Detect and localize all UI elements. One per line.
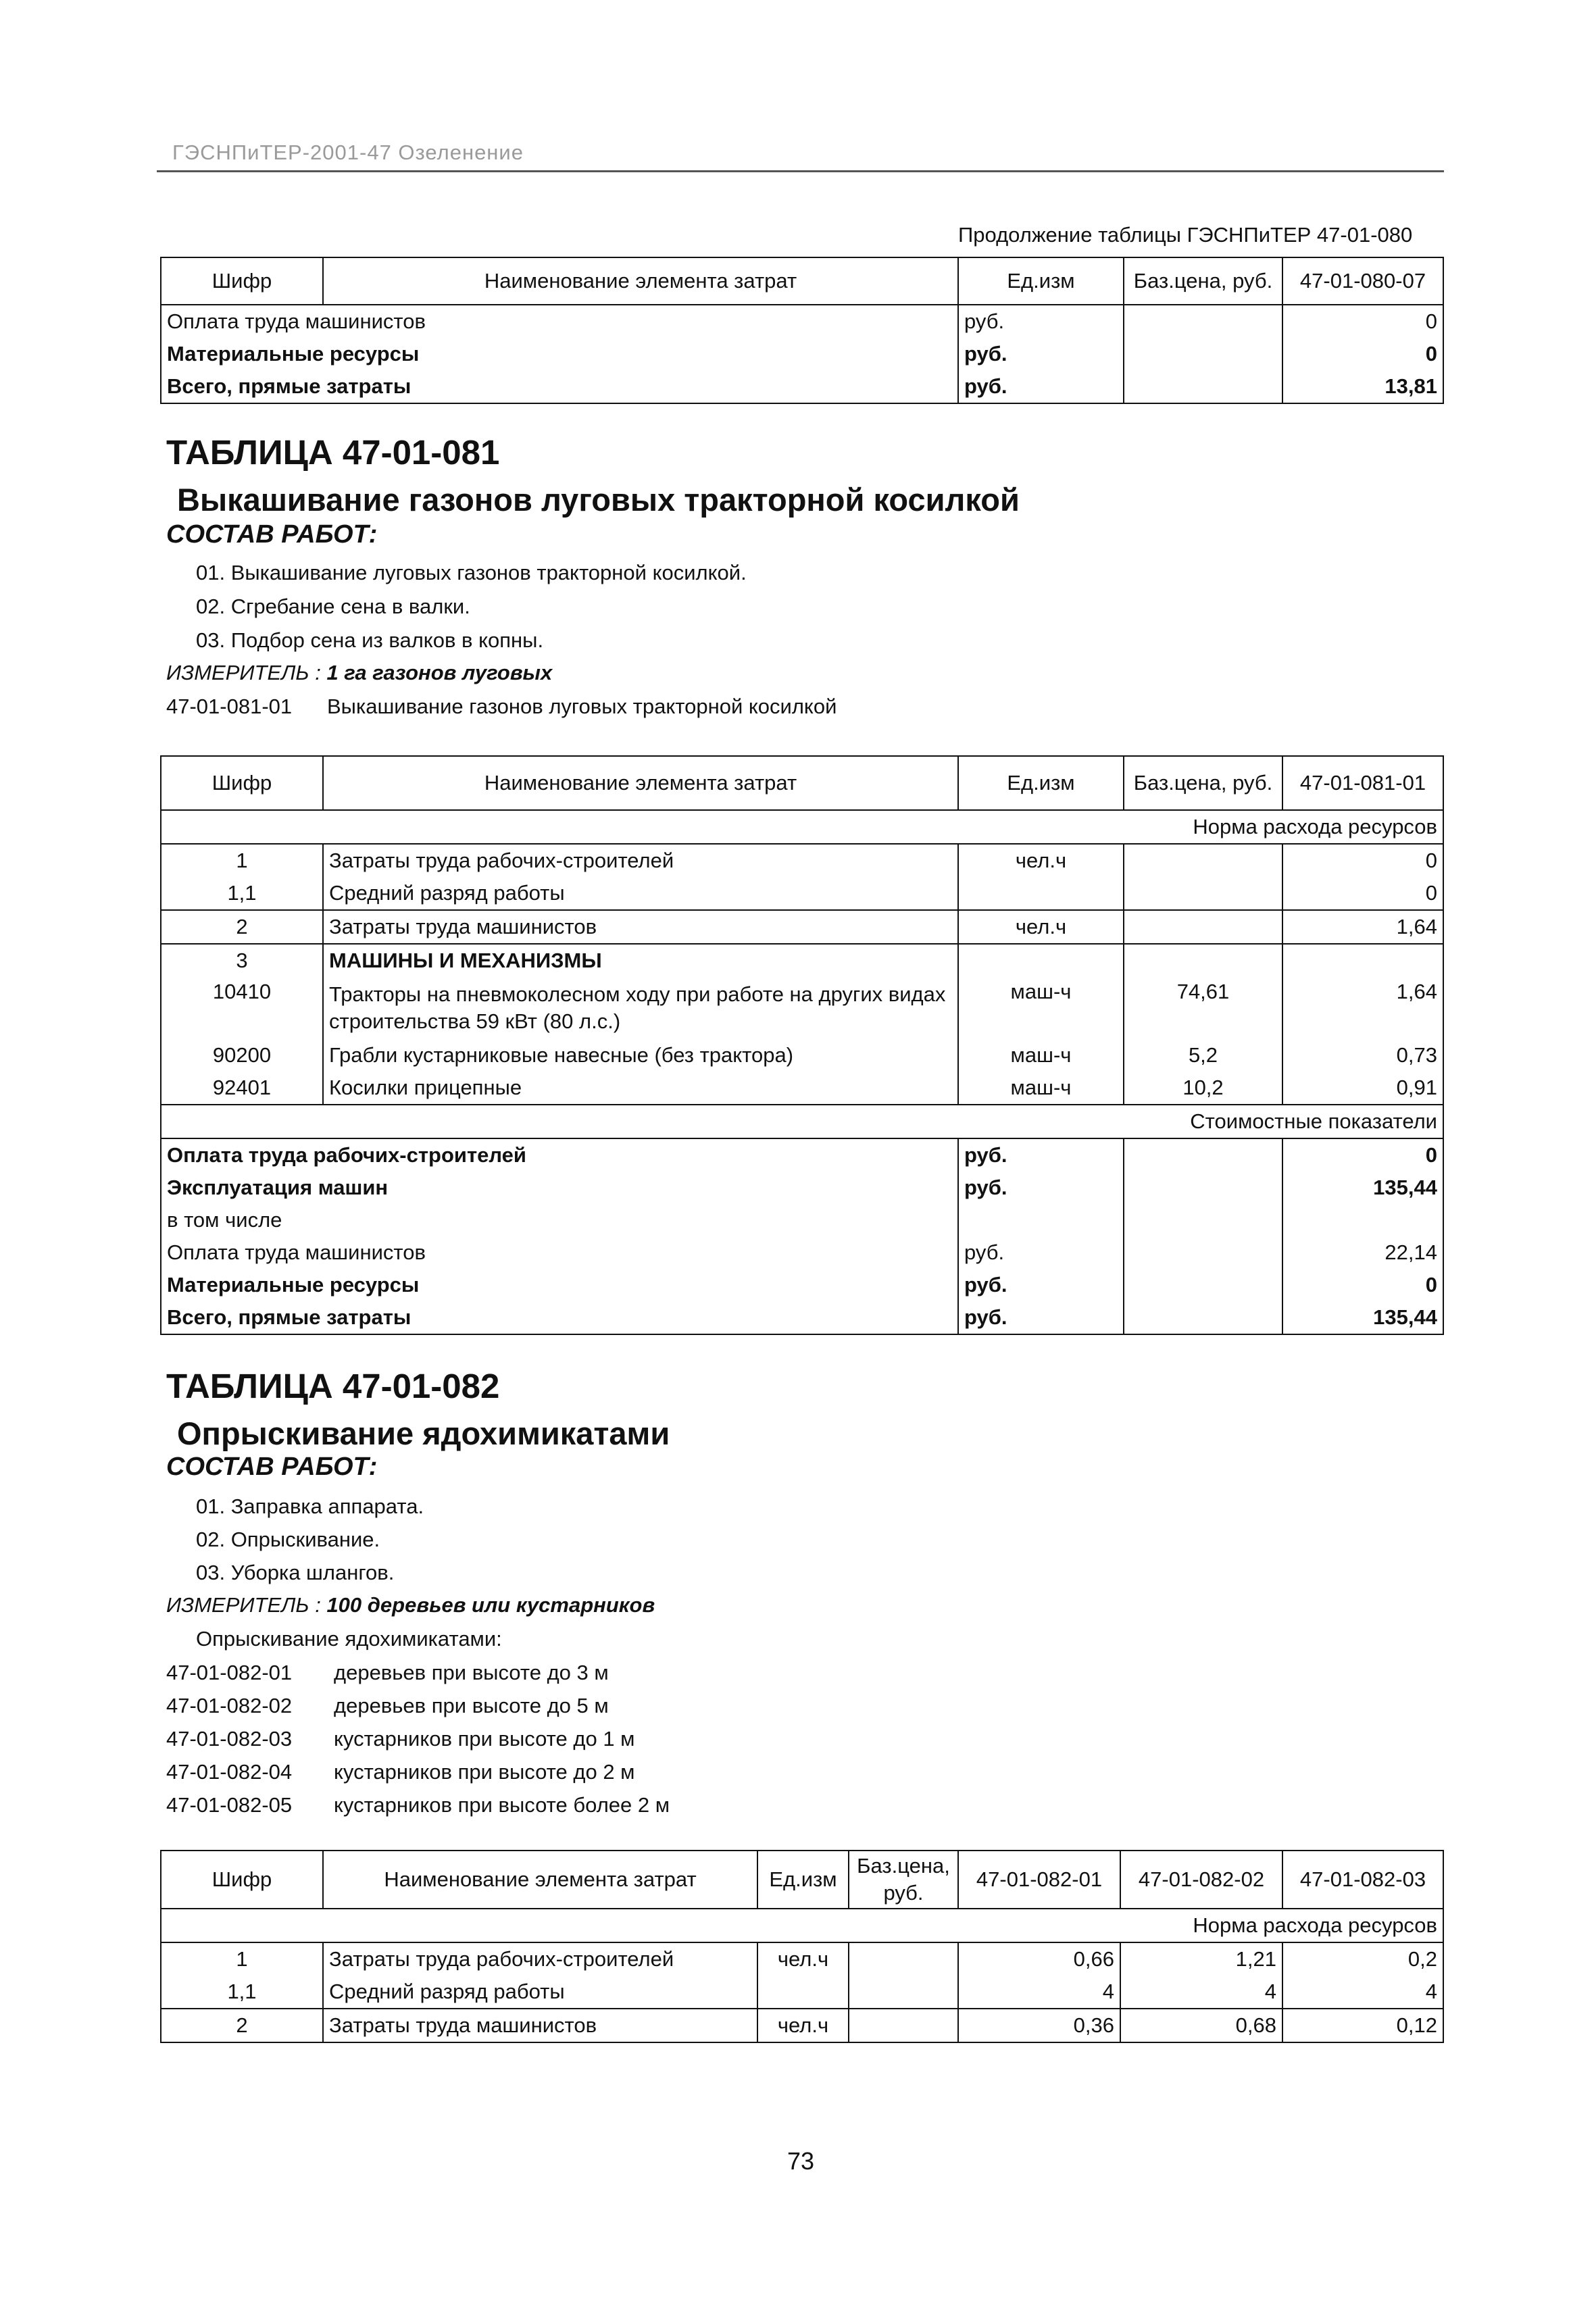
item-code: 47-01-082-04 — [166, 1760, 293, 1784]
row-unit: маш-ч — [958, 1072, 1124, 1105]
cost-name: Эксплуатация машин — [161, 1172, 958, 1204]
row-name: Средний разряд работы — [323, 877, 958, 910]
izmeritel-value: 100 деревьев или кустарников — [326, 1593, 655, 1617]
section-081-sostav: СОСТАВ РАБОТ: — [166, 520, 378, 549]
row-value: 1,64 — [1282, 977, 1443, 1039]
head-col1: 47-01-082-01 — [958, 1851, 1120, 1909]
table-row — [161, 1072, 1443, 1105]
work-item: 02. Сгребание сена в валки. — [196, 595, 470, 618]
head-price: Баз.цена, руб. — [1124, 257, 1282, 305]
table-row — [161, 1039, 1443, 1072]
row-value: 1,64 — [1282, 910, 1443, 944]
row-value: 0 — [1282, 305, 1443, 338]
running-header: ГЭСНПиТЕР-2001-47 Озеленение — [172, 141, 524, 164]
table-081-head-row — [161, 756, 1443, 810]
row-price — [849, 1942, 958, 1976]
row-name: МАШИНЫ И МЕХАНИЗМЫ — [323, 944, 958, 977]
row-value-1: 0,66 — [958, 1942, 1120, 1976]
row-unit: чел.ч — [757, 1942, 849, 1976]
row-name: Оплата труда машинистов — [161, 305, 958, 338]
row-unit: руб. — [958, 305, 1124, 338]
cost-unit: руб. — [958, 1301, 1124, 1334]
head-unit: Ед.изм — [958, 756, 1124, 810]
row-value-2: 0,68 — [1120, 2009, 1282, 2042]
section-082-subtitle: Опрыскивание ядохимикатами — [177, 1415, 670, 1451]
cost-value: 0 — [1282, 1138, 1443, 1172]
row-name: Грабли кустарниковые навесные (без трактора) — [323, 1039, 958, 1072]
item-code: 47-01-082-01 — [166, 1661, 293, 1684]
head-unit: Ед.изм — [757, 1851, 849, 1909]
cost-name: Всего, прямые затраты — [161, 1301, 958, 1334]
row-name: Средний разряд работы — [323, 1976, 757, 2009]
norma-row — [161, 1909, 1443, 1942]
cost-value: 0 — [1282, 1269, 1443, 1301]
table-row — [161, 910, 1443, 944]
head-unit: Ед.изм — [958, 257, 1124, 305]
row-name: Затраты труда рабочих-строителей — [323, 844, 958, 877]
row-value-3: 4 — [1282, 1976, 1443, 2009]
item-code: 47-01-082-03 — [166, 1727, 293, 1751]
row-value-1: 4 — [958, 1976, 1120, 2009]
row-name: Материальные ресурсы — [161, 338, 958, 370]
row-value-2: 1,21 — [1120, 1942, 1282, 1976]
row-name: Всего, прямые затраты — [161, 370, 958, 403]
row-code: 1,1 — [161, 1976, 323, 2009]
item-text: деревьев при высоте до 3 м — [334, 1661, 609, 1684]
work-item: 01. Заправка аппарата. — [196, 1494, 424, 1518]
item-text: кустарников при высоте более 2 м — [334, 1793, 670, 1817]
row-price — [849, 2009, 958, 2042]
row-unit — [757, 1976, 849, 2009]
table-row — [161, 877, 1443, 910]
work-item: 03. Уборка шлангов. — [196, 1561, 395, 1584]
row-unit — [958, 944, 1124, 977]
head-col: 47-01-080-07 — [1282, 257, 1443, 305]
head-price: Баз.цена, руб. — [1124, 756, 1282, 810]
row-price — [849, 1976, 958, 2009]
norma-label: Норма расхода ресурсов — [161, 1909, 1443, 1942]
row-price: 74,61 — [1124, 977, 1282, 1039]
cost-name: Материальные ресурсы — [161, 1269, 958, 1301]
head-name: Наименование элемента затрат — [323, 1851, 757, 1909]
table-row — [161, 1204, 1443, 1236]
cost-unit: руб. — [958, 1138, 1124, 1172]
table-row — [161, 977, 1443, 1039]
row-code: 1 — [161, 1942, 323, 1976]
row-value-1: 0,36 — [958, 2009, 1120, 2042]
cost-name: Оплата труда рабочих-строителей — [161, 1138, 958, 1172]
cost-unit: руб. — [958, 1269, 1124, 1301]
row-value: 0 — [1282, 877, 1443, 910]
row-name: Затраты труда рабочих-строителей — [323, 1942, 757, 1976]
row-code: 2 — [161, 910, 323, 944]
item-text: кустарников при высоте до 1 м — [334, 1727, 635, 1751]
table-row — [161, 370, 1443, 403]
row-price: 10,2 — [1124, 1072, 1282, 1105]
table-row — [161, 338, 1443, 370]
row-code: 90200 — [161, 1039, 323, 1072]
row-price — [1124, 877, 1282, 910]
head-code: Шифр — [161, 1851, 323, 1909]
cost-label-row — [161, 1105, 1443, 1138]
section-082-title: ТАБЛИЦА 47-01-082 — [166, 1367, 500, 1405]
row-code: 2 — [161, 2009, 323, 2042]
row-value: 0 — [1282, 338, 1443, 370]
row-unit: чел.ч — [757, 2009, 849, 2042]
table-080-head-row — [161, 257, 1443, 305]
norma-row — [161, 810, 1443, 844]
row-price: 5,2 — [1124, 1039, 1282, 1072]
row-code: 10410 — [161, 977, 323, 1039]
row-name: Косилки прицепные — [323, 1072, 958, 1105]
row-value: 13,81 — [1282, 370, 1443, 403]
cost-value: 135,44 — [1282, 1172, 1443, 1204]
row-name: Тракторы на пневмоколесном ходу при работе на других видах строительства 59 кВт (80 л.с.) — [323, 977, 958, 1039]
row-value-3: 0,2 — [1282, 1942, 1443, 1976]
row-unit — [958, 877, 1124, 910]
work-item: 03. Подбор сена из валков в копны. — [196, 628, 544, 652]
head-name: Наименование элемента затрат — [323, 257, 958, 305]
table-row — [161, 1138, 1443, 1172]
cost-name: в том числе — [161, 1204, 958, 1236]
table-row — [161, 1236, 1443, 1269]
items-intro: Опрыскивание ядохимикатами: — [196, 1627, 502, 1651]
item-code: 47-01-082-05 — [166, 1793, 293, 1817]
row-code: 1 — [161, 844, 323, 877]
section-082-sostav: СОСТАВ РАБОТ: — [166, 1453, 378, 1481]
work-item: 01. Выкашивание луговых газонов тракторной косилкой. — [196, 561, 747, 584]
row-price — [1124, 910, 1282, 944]
row-unit: чел.ч — [958, 910, 1124, 944]
section-081-subtitle: Выкашивание газонов луговых тракторной косилкой — [177, 482, 1020, 518]
head-col2: 47-01-082-02 — [1120, 1851, 1282, 1909]
table-080 — [160, 257, 1444, 404]
header-rule — [157, 170, 1444, 172]
head-code: Шифр — [161, 257, 323, 305]
section-082-izmeritel — [166, 1593, 655, 1617]
row-unit: чел.ч — [958, 844, 1124, 877]
norma-label: Норма расхода ресурсов — [161, 810, 1443, 844]
table-row — [161, 944, 1443, 977]
work-item: 02. Опрыскивание. — [196, 1528, 380, 1551]
table-row — [161, 305, 1443, 338]
item-code: 47-01-081-01 — [166, 695, 293, 718]
table-row — [161, 2009, 1443, 2042]
item-text: Выкашивание газонов луговых тракторной косилкой — [327, 695, 837, 718]
cost-label: Стоимостные показатели — [161, 1105, 1443, 1138]
cost-unit — [958, 1204, 1124, 1236]
section-081-title: ТАБЛИЦА 47-01-081 — [166, 433, 500, 472]
cost-unit: руб. — [958, 1236, 1124, 1269]
table-row — [161, 1976, 1443, 2009]
head-col3: 47-01-082-03 — [1282, 1851, 1443, 1909]
izmeritel-label: ИЗМЕРИТЕЛЬ : — [166, 1593, 327, 1617]
cost-unit: руб. — [958, 1172, 1124, 1204]
izmeritel-value: 1 га газонов луговых — [326, 661, 553, 684]
item-code: 47-01-082-02 — [166, 1694, 293, 1717]
item-text: деревьев при высоте до 5 м — [334, 1694, 609, 1717]
izmeritel-label: ИЗМЕРИТЕЛЬ : — [166, 661, 327, 684]
row-value — [1282, 944, 1443, 977]
cost-value: 135,44 — [1282, 1301, 1443, 1334]
table-row — [161, 1269, 1443, 1301]
row-price — [1124, 305, 1282, 338]
row-name: Затраты труда машинистов — [323, 2009, 757, 2042]
row-value: 0,73 — [1282, 1039, 1443, 1072]
table-081 — [160, 755, 1444, 1335]
row-price — [1124, 844, 1282, 877]
row-price — [1124, 338, 1282, 370]
row-code: 92401 — [161, 1072, 323, 1105]
row-name: Затраты труда машинистов — [323, 910, 958, 944]
table-row — [161, 1301, 1443, 1334]
table-row — [161, 844, 1443, 877]
head-name: Наименование элемента затрат — [323, 756, 958, 810]
table-082-head-row — [161, 1851, 1443, 1909]
row-value: 0 — [1282, 844, 1443, 877]
table-080-caption: Продолжение таблицы ГЭСНПиТЕР 47-01-080 — [958, 223, 1413, 247]
row-unit: маш-ч — [958, 1039, 1124, 1072]
table-row — [161, 1942, 1443, 1976]
row-value-3: 0,12 — [1282, 2009, 1443, 2042]
row-unit: маш-ч — [958, 977, 1124, 1039]
section-081-izmeritel — [166, 661, 552, 685]
row-unit: руб. — [958, 370, 1124, 403]
cost-value — [1282, 1204, 1443, 1236]
row-code: 3 — [161, 944, 323, 977]
item-text: кустарников при высоте до 2 м — [334, 1760, 635, 1784]
row-value: 0,91 — [1282, 1072, 1443, 1105]
page-number: 73 — [787, 2147, 815, 2175]
row-value-2: 4 — [1120, 1976, 1282, 2009]
row-code: 1,1 — [161, 877, 323, 910]
table-082 — [160, 1850, 1444, 2043]
cost-name: Оплата труда машинистов — [161, 1236, 958, 1269]
head-col: 47-01-081-01 — [1282, 756, 1443, 810]
cost-value: 22,14 — [1282, 1236, 1443, 1269]
row-unit: руб. — [958, 338, 1124, 370]
head-code: Шифр — [161, 756, 323, 810]
row-price — [1124, 944, 1282, 977]
head-price: Баз.цена, руб. — [849, 1851, 958, 1909]
row-price — [1124, 370, 1282, 403]
table-row — [161, 1172, 1443, 1204]
